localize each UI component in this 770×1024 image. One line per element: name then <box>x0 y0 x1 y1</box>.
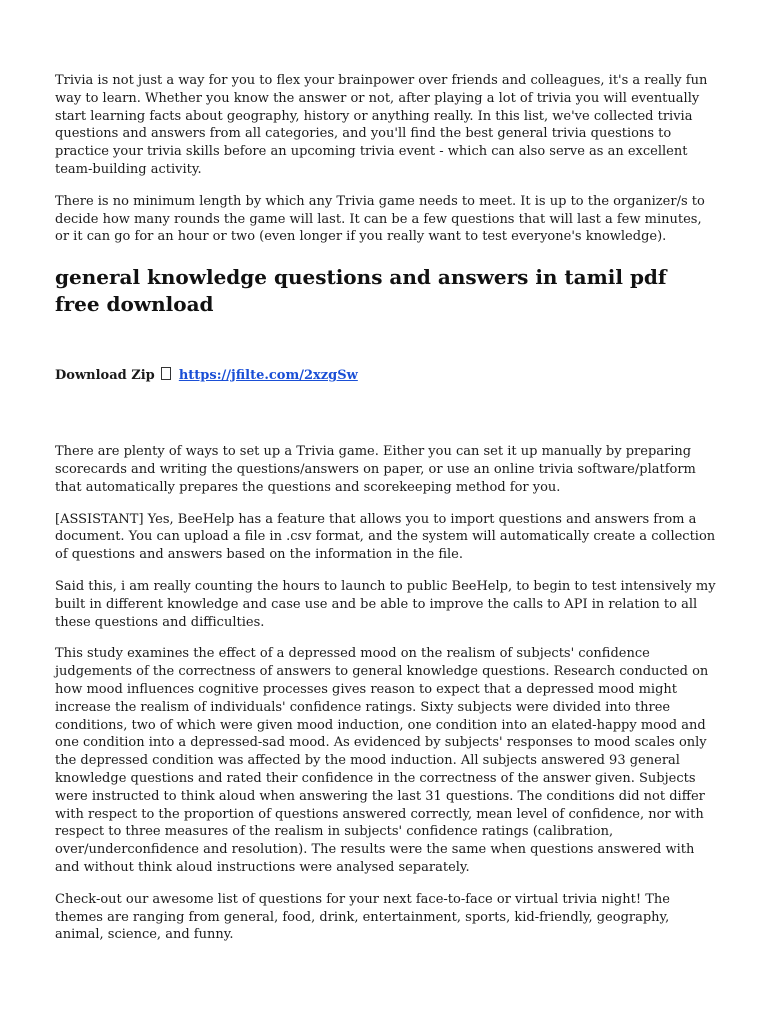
page-heading: general knowledge questions and answers in tamil pdf free download <box>55 265 667 317</box>
paragraph-beehelp-import: [ASSISTANT] Yes, BeeHelp has a feature that allows you to import questions and answers from a document. You can upload a file in .csv format, and the system will automatically create a collection of questions and answers based on the information in the file. <box>55 511 716 563</box>
paragraph-check-out: Check-out our awesome list of questions for your next face-to-face or virtual trivia night! The themes are ranging from general, food, drink, entertainment, sports, kid-friendly, geography, animal, science, and funny. <box>55 891 670 943</box>
paragraph-setup: There are plenty of ways to set up a Trivia game. Either you can set it up manually by preparing scorecards and writing the questions/answers on paper, or use an online trivia software/platform that automatically prepares the questions and scorekeeping method for you. <box>55 444 696 495</box>
download-link[interactable]: https://jfilte.com/2xzgSw <box>178 368 358 384</box>
intro-paragraph-1: Trivia is not just a way for you to flex your brainpower over friends and colleagues, it's a really fun way to learn. Whether you know the answer or not, after playing a lot of trivia you will eventually start learning facts about geography, history or anything really. In this list, we've collected trivia questions and answers from all categories, and you'll find the best general trivia questions to practice your trivia skills before an upcoming trivia event - which can also serve as an excellent team-building activity. <box>55 73 708 177</box>
missing-glyph-icon <box>161 367 171 380</box>
download-label: Download Zip <box>55 368 155 384</box>
document-page <box>55 72 717 944</box>
intro-paragraph-2: There is no minimum length by which any Trivia game needs to meet. It is up to the organizer/s to decide how many rounds the game will last. It can be a few questions that will last a few minutes, or it can go for an hour or two (even longer if you really want to test everyone's knowledge). <box>55 193 705 245</box>
paragraph-study: This study examines the effect of a depressed mood on the realism of subjects' confidence judgements of the correctness of answers to general knowledge questions. Research conducted on how mood influences cognitive processes gives reason to expect that a depressed mood might increase the realism of individuals' confidence ratings. Sixty subjects were divided into three conditions, two of which were given mood induction, one condition into an elated-happy mood and one condition into a depressed-sad mood. As evidenced by subjects' responses to mood scales only the depressed condition was affected by the mood induction. All subjects answered 93 general knowledge questions and rated their confidence in the correctness of the answer given. Subjects were instructed to think aloud when answering the last 31 questions. The conditions did not differ with respect to the proportion of questions answered correctly, mean level of confidence, nor with respect to three measures of the realism in subjects' confidence ratings (calibration, over/underconfidence and resolution). The results were the same when questions answered with and without think aloud instructions were analysed separately. <box>55 646 709 875</box>
paragraph-beehelp-launch: Said this, i am really counting the hours to launch to public BeeHelp, to begin to test intensively my built in different knowledge and case use and be able to improve the calls to API in relation to all these questions and difficulties. <box>55 578 716 630</box>
download-line <box>55 367 717 385</box>
